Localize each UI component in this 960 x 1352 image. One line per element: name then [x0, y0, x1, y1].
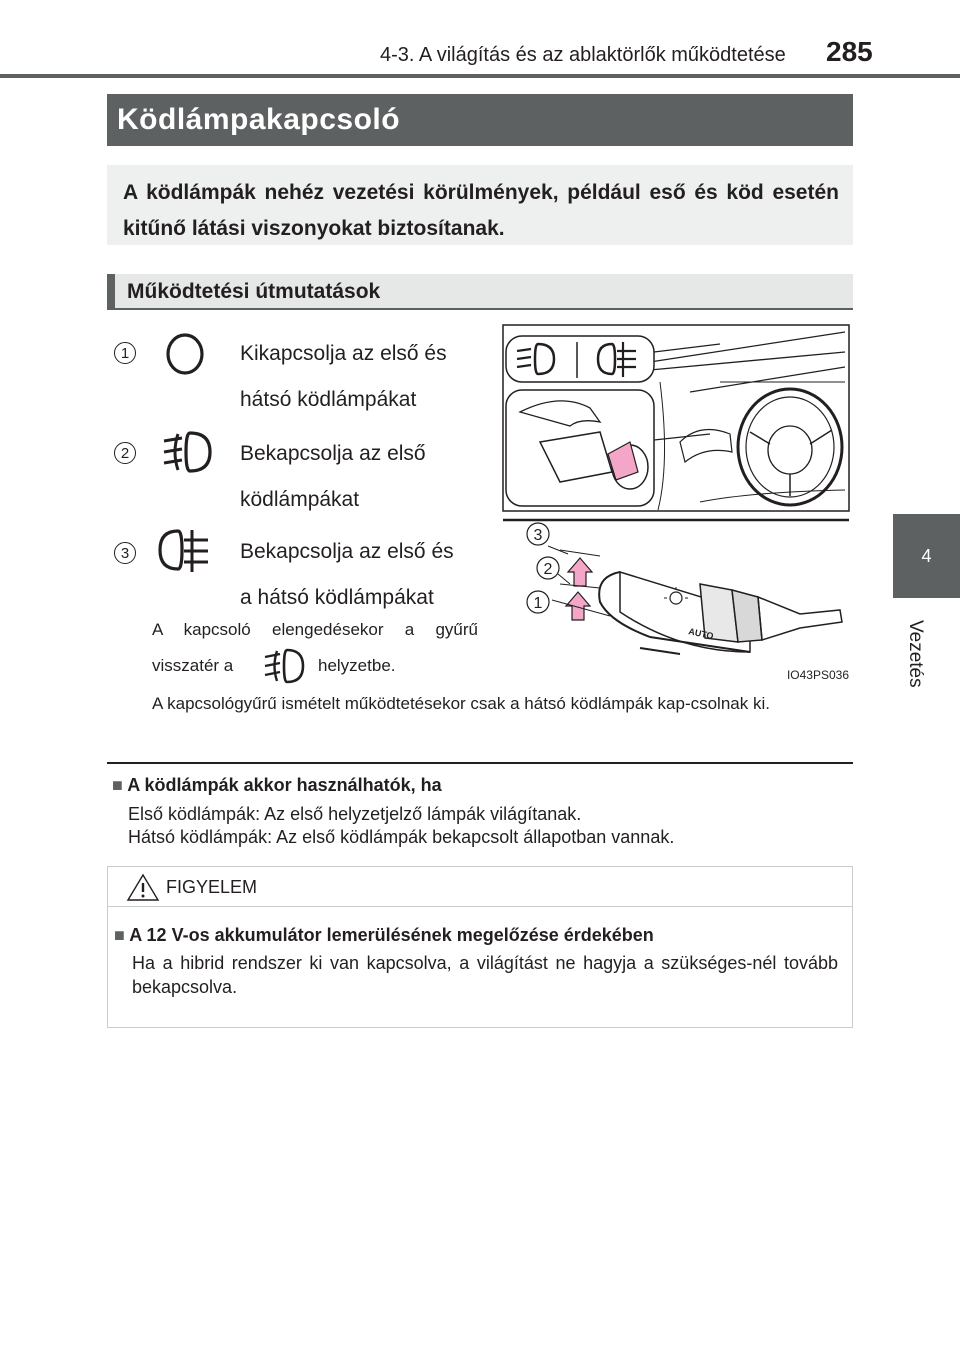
section-divider: [107, 762, 853, 764]
rear-fog-icon: [158, 526, 214, 576]
callout-2: 2: [543, 561, 553, 578]
note-line-2-start: visszatér a: [152, 656, 234, 675]
page-number: 285: [826, 36, 873, 67]
header-divider: [0, 74, 960, 78]
section-title: 4-3. A világítás és az ablaktörlők működtetése: [380, 44, 786, 66]
off-icon: [160, 330, 210, 380]
intro-text: A ködlámpák nehéz vezetési körülmények, például eső és köd esetén kitűnő látási viszonyokat biztosítanak.: [107, 165, 853, 245]
condition-rear: Hátsó ködlámpák: Az első ködlámpák bekapcsolt állapotban vannak.: [128, 827, 675, 847]
conditions-heading: ■ A ködlámpák akkor használhatók, ha: [112, 775, 442, 795]
note-line-2-end: helyzetbe.: [318, 656, 396, 675]
fog-switch-illustration: [500, 322, 852, 686]
chapter-tab[interactable]: [893, 514, 960, 598]
auto-label: AUTO: [687, 626, 715, 642]
item-text-2: Bekapcsolja az első ködlámpákat: [240, 442, 426, 511]
conditions-text: [128, 803, 674, 849]
chapter-label: Vezetés: [905, 620, 926, 688]
bullet-square-icon: ■: [112, 775, 123, 795]
front-fog-icon: [152, 428, 214, 476]
figure-code: IO43PS036: [786, 668, 849, 682]
front-fog-small-icon: [256, 646, 306, 686]
callout-1: 1: [533, 595, 543, 612]
warning-triangle-icon: [126, 872, 160, 902]
operation-subheading: Működtetési útmutatások: [107, 274, 853, 310]
item-number-1: 1: [114, 342, 136, 364]
note-second: A kapcsológyűrű ismételt működtetésekor csak a hátsó ködlámpák kap-csolnak ki.: [152, 694, 770, 713]
page-title: Ködlámpakapcsoló: [107, 94, 853, 146]
chapter-number: 4: [921, 545, 932, 566]
callout-3: 3: [533, 527, 543, 544]
arrow-position-2: [566, 592, 590, 620]
item-text-1: Kikapcsolja az első és hátsó ködlámpákat: [240, 342, 447, 411]
warning-header: [108, 867, 852, 907]
warning-box: [107, 866, 853, 1028]
note-line-1: A kapcsoló elengedésekor a gyűrű: [152, 620, 478, 639]
item-text-3: Bekapcsolja az első és a hátsó ködlámpákat: [240, 540, 454, 609]
arrow-position-3: [568, 558, 592, 586]
item-number-2: 2: [114, 442, 136, 464]
warning-subheading: ■ A 12 V-os akkumulátor lemerülésének megelőzése érdekében: [114, 925, 654, 945]
condition-front: Első ködlámpák: Az első helyzetjelző lámpák világítanak.: [128, 804, 582, 824]
item-number-3: 3: [114, 542, 136, 564]
warning-text: Ha a hibrid rendszer ki van kapcsolva, a világítást ne hagyja a szükséges-nél tovább bekapcsolva.: [132, 953, 838, 997]
bullet-square-icon: ■: [114, 925, 125, 945]
warning-title: FIGYELEM: [166, 877, 258, 897]
